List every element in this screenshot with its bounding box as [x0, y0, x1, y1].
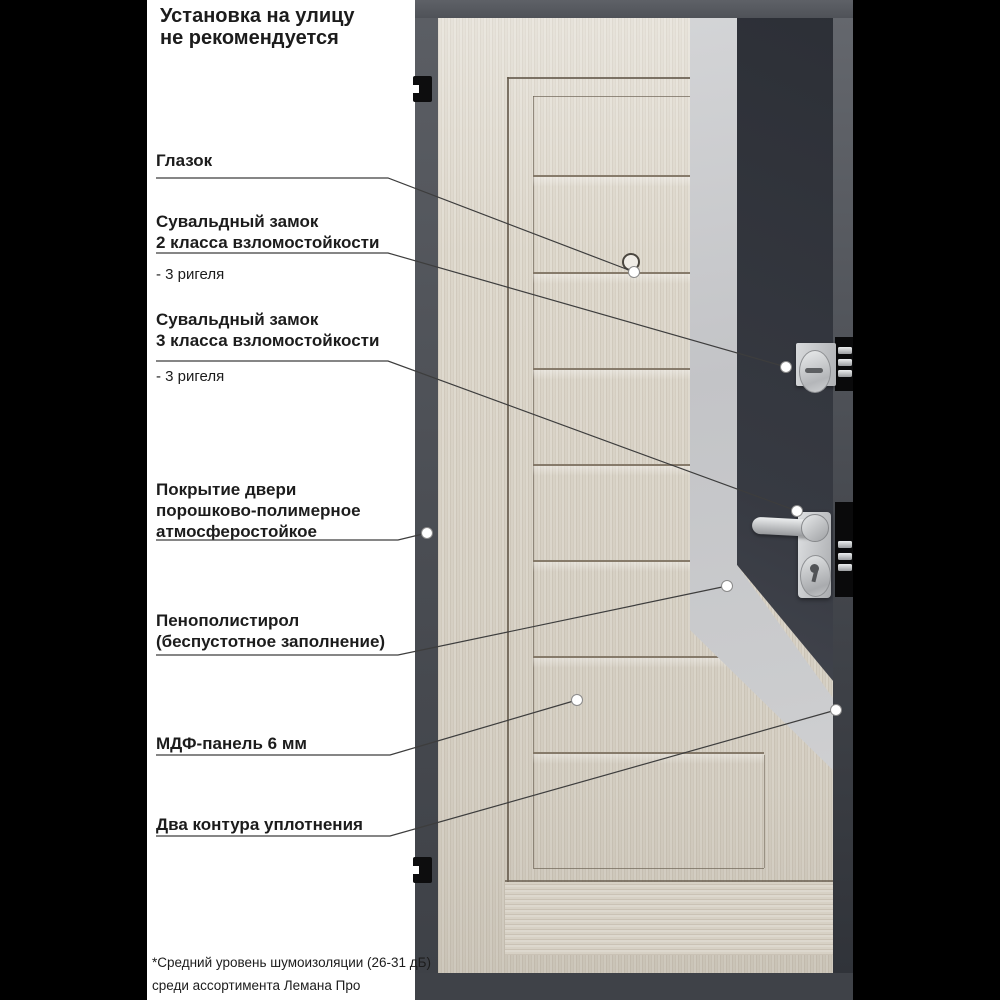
steel-door: [415, 0, 853, 1000]
thumbturn-slot: [805, 368, 823, 373]
callout-coating: [156, 479, 446, 542]
callout-label: (беспустотное заполнение): [156, 632, 386, 651]
hinge-top: [413, 76, 432, 102]
footnote: [152, 951, 431, 997]
callout-label: Глазок: [156, 151, 213, 170]
hinge-notch: [413, 85, 419, 93]
title-line: не рекомендуется: [160, 27, 339, 49]
callout-label: порошково-полимерное: [156, 501, 361, 520]
footnote-line: *Средний уровень шумоизоляции (26-31 дБ): [152, 955, 432, 970]
door-frame-right: [833, 18, 853, 973]
main-lock-recess: [835, 502, 853, 597]
letterbox-left: [0, 0, 147, 1000]
panel-bevel-bottom: [533, 868, 764, 869]
upper-lock-thumbturn: [799, 350, 831, 393]
main-lock-bolt: [838, 541, 852, 548]
callout-foam-filling: [156, 610, 446, 652]
callout-label: атмосферостойкое: [156, 522, 317, 541]
footnote-line: среди ассортимента Лемана Про: [152, 978, 361, 993]
panel-bottom-rail: [505, 882, 833, 955]
callout-mdf-panel: [156, 733, 446, 754]
door-frame-bottom: [415, 973, 853, 1000]
callout-seal-contours: [156, 814, 446, 835]
hinge-bottom: [413, 857, 432, 883]
callout-label: МДФ-панель 6 мм: [156, 734, 307, 753]
callout-lock-class3: [156, 309, 446, 385]
callout-note: - 3 ригеля: [156, 266, 225, 283]
callout-label: Сувальдный замок: [156, 310, 319, 329]
panel-groove-vertical: [507, 77, 509, 882]
main-lock-bolt: [838, 553, 852, 560]
panel-bevel-lower-right: [764, 755, 765, 868]
keyhole-escutcheon: [800, 555, 831, 597]
panel-slat-line: [533, 752, 764, 764]
callout-label: Пенополистирол: [156, 611, 300, 630]
callout-label: Сувальдный замок: [156, 212, 319, 231]
upper-lock-bolt: [838, 347, 852, 354]
hinge-notch: [413, 866, 419, 874]
letterbox-right: [853, 0, 1000, 1000]
door-frame-top: [415, 0, 853, 18]
callout-peephole: [156, 150, 446, 171]
upper-lock-bolt: [838, 359, 852, 366]
upper-lock-bolt: [838, 370, 852, 377]
callout-label: 3 класса взломостойкости: [156, 331, 380, 350]
handle-hub: [801, 514, 829, 542]
callout-label: Два контура уплотнения: [156, 815, 363, 834]
title-line: Установка на улицу: [160, 5, 355, 27]
page-title: [160, 5, 355, 49]
callout-note: - 3 ригеля: [156, 368, 225, 385]
callout-label: Покрытие двери: [156, 480, 297, 499]
callout-label: 2 класса взломостойкости: [156, 233, 380, 252]
peephole: [622, 253, 640, 271]
callout-lock-class2: [156, 211, 446, 283]
main-lock-bolt: [838, 564, 852, 571]
